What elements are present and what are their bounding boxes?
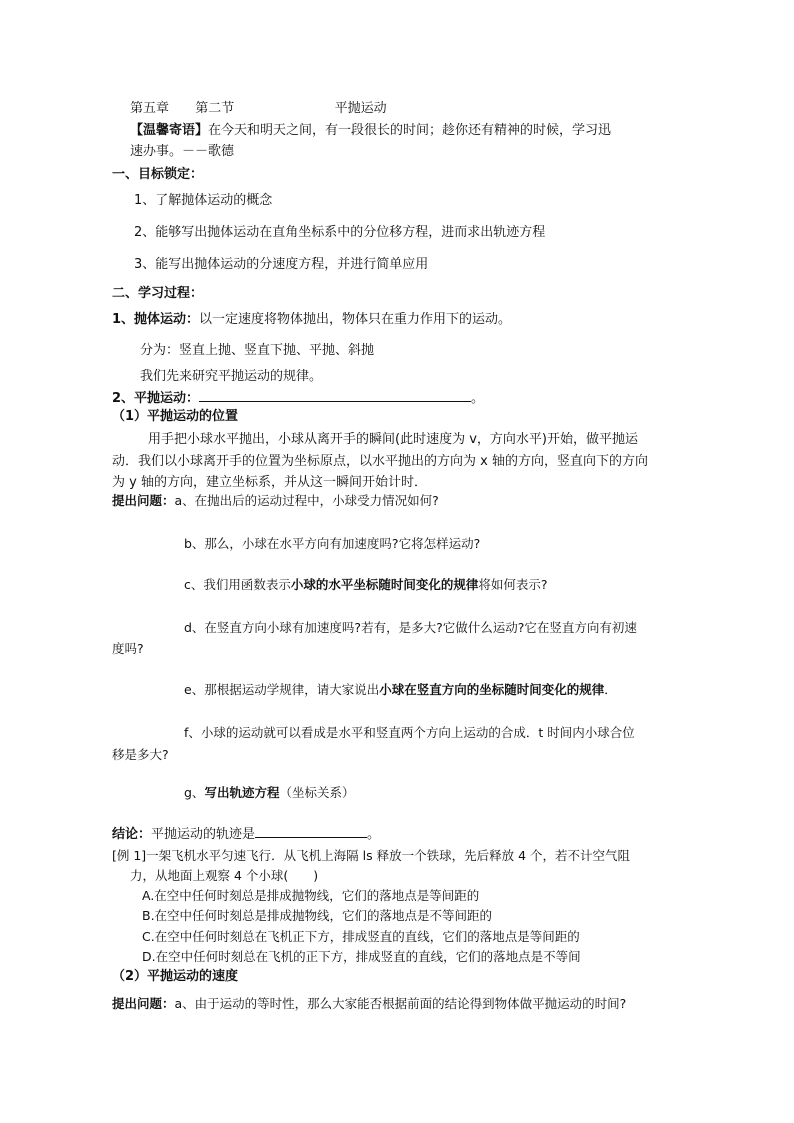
velocity-questions-label: 提出问题：	[112, 996, 175, 1011]
velocity-question-a: 提出问题：a、由于运动的等时性，那么大家能否根据前面的结论得到物体做平抛运动的时间?	[112, 996, 627, 1011]
greeting-label: 【温馨寄语】	[130, 123, 209, 138]
projectile-label: 1、抛体运动：	[112, 312, 200, 327]
question-d-line-2: 度吗?	[112, 641, 144, 656]
greeting-text-1: 在今天和明天之间，有一段很长的时间；趁你还有精神的时候，学习迅	[208, 123, 612, 138]
question-d-line-1: d、在竖直方向小球有加速度吗?若有，是多大?它做什么运动?它在竖直方向有初速	[184, 620, 637, 635]
horizontal-projectile-definition: 2、平抛运动： 。	[112, 388, 484, 408]
greeting-line-1	[130, 122, 611, 140]
goal-item: 2、能够写出抛体运动在直角坐标系中的分位移方程，进而求出轨迹方程	[134, 225, 546, 240]
chapter-header	[130, 100, 387, 118]
example-line-1: [例 1]一架飞机水平匀速飞行．从飞机上海隔 ls 释放一个铁球，先后释放 4 个，若不计空气阻	[112, 848, 631, 863]
goal-item: 3、能写出抛体运动的分速度方程，并进行简单应用	[134, 257, 429, 272]
position-paragraph-line-1: 用手把小球水平抛出，小球从离开手的瞬间(此时速度为 v，方向水平)开始，做平抛运	[148, 432, 638, 447]
projectile-types: 分为：竖直上抛、竖直下抛、平抛、斜抛	[140, 343, 375, 358]
velocity-heading: （2）平抛运动的速度	[112, 969, 239, 984]
goals-heading: 一、目标锁定：	[112, 167, 204, 182]
questions-label: 提出问题：	[112, 493, 175, 508]
conclusion-label: 结论：	[112, 827, 152, 842]
study-intro: 我们先来研究平抛运动的规律。	[140, 369, 323, 384]
page-title: 平抛运动	[334, 101, 387, 116]
example-option-a: A.在空中任何时刻总是排成抛物线，它们的落地点是等间距的	[142, 888, 480, 903]
horizontal-projectile-label: 2、平抛运动：	[112, 391, 200, 406]
goal-item: 1、了解抛体运动的概念	[134, 193, 273, 208]
question-f-line-1: f、小球的运动就可以看成是水平和竖直两个方向上运动的合成．t 时间内小球合位	[184, 725, 635, 740]
conclusion: 结论：平抛运动的轨迹是 。	[112, 824, 380, 844]
process-heading: 二、学习过程：	[112, 286, 204, 301]
projectile-text: 以一定速度将物体抛出，物体只在重力作用下的运动。	[199, 312, 512, 327]
question-e: e、那根据运动学规律，请大家说出小球在竖直方向的坐标随时间变化的规律．	[184, 682, 617, 697]
example-option-b: B.在空中任何时刻总是排成抛物线，它们的落地点是不等间距的	[142, 908, 493, 923]
question-f-line-2: 移是多大?	[112, 747, 169, 762]
example-option-c: C.在空中任何时刻总在飞机正下方，排成竖直的直线，它们的落地点是等间距的	[142, 929, 580, 944]
position-heading: （1）平抛运动的位置	[112, 409, 239, 424]
question-a: 提出问题：a、在抛出后的运动过程中，小球受力情况如何?	[112, 493, 439, 508]
section-label: 第二节	[195, 101, 235, 116]
question-c: c、我们用函数表示小球的水平坐标随时间变化的规律将如何表示?	[184, 577, 548, 592]
greeting-text-2: 速办事。－－歌德	[130, 144, 235, 159]
conclusion-blank[interactable]	[255, 824, 367, 838]
answer-blank[interactable]	[199, 388, 471, 402]
example-option-d: D.在空中任何时刻总在飞机的正下方，排成竖直的直线，它们的落地点是不等间	[142, 949, 581, 964]
example-line-2: 力，从地面上观察 4 个小球( )	[130, 868, 319, 883]
projectile-definition	[112, 311, 511, 329]
position-paragraph-line-3: 为 y 轴的方向，建立坐标系，并从这一瞬间开始计时．	[112, 475, 427, 490]
chapter-label: 第五章	[130, 101, 170, 116]
position-paragraph-line-2: 动．我们以小球离开手的位置为坐标原点，以水平抛出的方向为 x 轴的方向，竖直向下的方向	[112, 454, 648, 469]
question-b: b、那么，小球在水平方向有加速度吗?它将怎样运动?	[184, 536, 481, 551]
question-g: g、写出轨迹方程（坐标关系）	[184, 785, 355, 800]
